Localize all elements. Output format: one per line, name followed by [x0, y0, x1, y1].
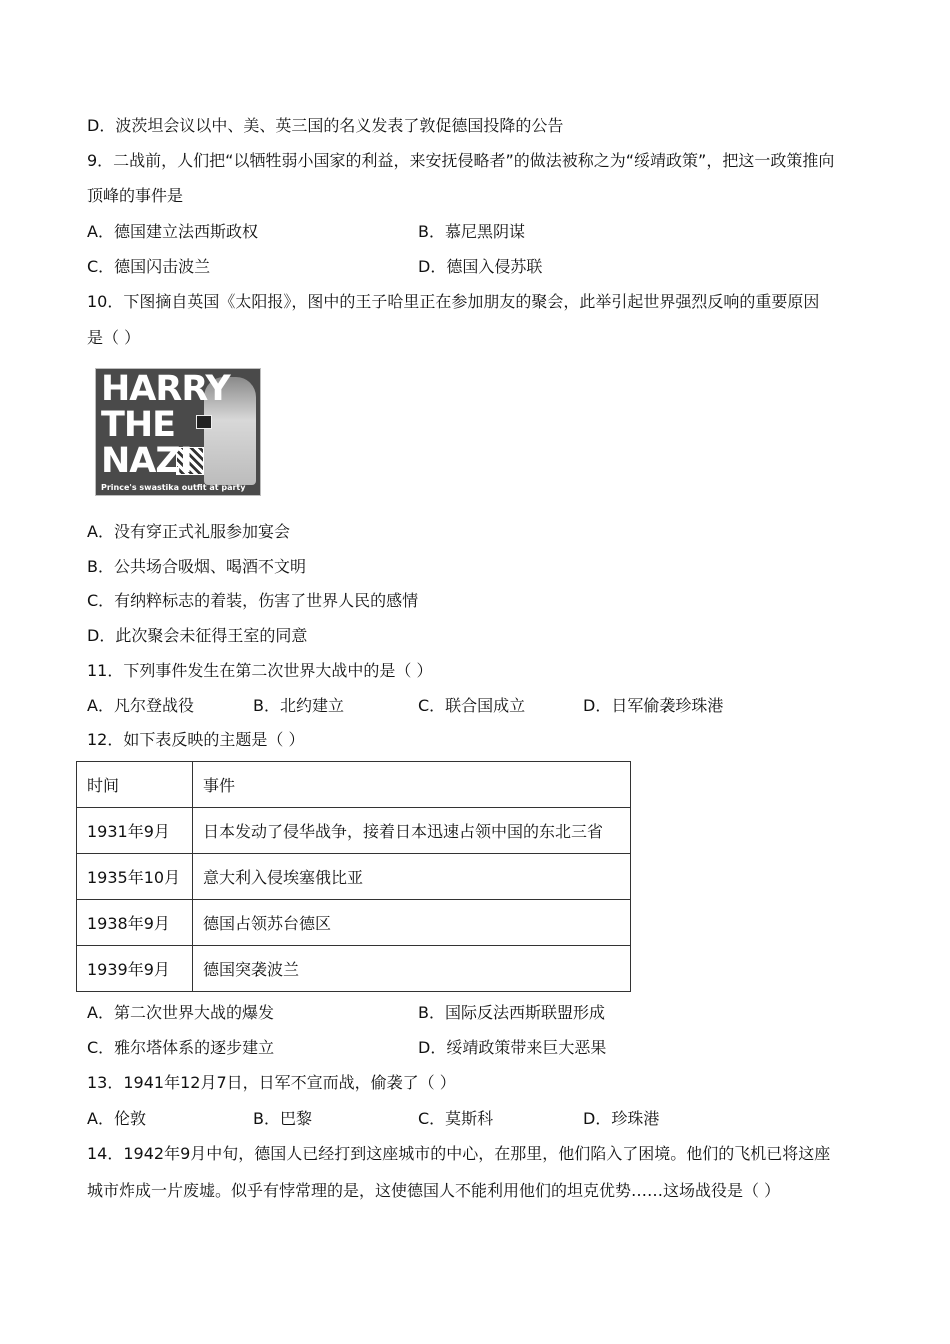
- table-cell-time: 1938年9月: [77, 900, 193, 946]
- question-11-option-c: C．联合国成立: [418, 696, 526, 715]
- question-10-option-a: A．没有穿正式礼服参加宴会: [87, 522, 290, 541]
- question-14-stem: 14．1942年9月中旬，德国人已经打到这座城市的中心，在那里，他们陷入了困境。他们的飞机已将这座: [87, 1144, 831, 1163]
- photo-headline-line-3: NAZI: [101, 441, 192, 481]
- question-9-option-c: C．德国闪击波兰: [87, 257, 211, 276]
- table-header-row: [77, 762, 631, 808]
- photo-caption: Prince's swastika outfit at party: [101, 483, 246, 492]
- question-12-option-c: C．雅尔塔体系的逐步建立: [87, 1038, 275, 1057]
- question-9-stem-cont: 顶峰的事件是: [87, 186, 184, 205]
- photo-headline: [101, 371, 230, 479]
- question-10-stem-cont: 是（ ）: [87, 328, 141, 347]
- question-11-option-b: B．北约建立: [253, 696, 344, 715]
- events-table: [76, 761, 631, 992]
- question-12-option-d: D．绥靖政策带来巨大恶果: [418, 1038, 607, 1057]
- question-13-stem: 13．1941年12月7日，日军不宣而战，偷袭了（ ）: [87, 1073, 456, 1092]
- newspaper-photo: [95, 368, 261, 496]
- table-row: [77, 900, 631, 946]
- table-cell-event: 德国突袭波兰: [193, 946, 631, 992]
- question-8-option-d: D．波茨坦会议以中、美、英三国的名义发表了敦促德国投降的公告: [87, 116, 564, 135]
- question-11-stem: 11．下列事件发生在第二次世界大战中的是（ ）: [87, 661, 433, 680]
- question-13-option-d: D．珍珠港: [583, 1109, 660, 1128]
- question-9-stem: 9．二战前，人们把“以牺牲弱小国家的利益，来安抚侵略者”的做法被称之为“绥靖政策”，把这一政策推向: [87, 151, 835, 170]
- question-10-stem: 10．下图摘自英国《太阳报》，图中的王子哈里正在参加朋友的聚会，此举引起世界强烈反响的重要原因: [87, 292, 820, 311]
- table-cell-time: 1935年10月: [77, 854, 193, 900]
- question-13-option-c: C．莫斯科: [418, 1109, 494, 1128]
- question-9-option-b: B．慕尼黑阴谋: [418, 222, 525, 241]
- question-11-option-a: A．凡尔登战役: [87, 696, 194, 715]
- photo-headline-line-1: HARRY: [101, 369, 230, 409]
- question-9-option-d: D．德国入侵苏联: [418, 257, 543, 276]
- question-10-option-c: C．有纳粹标志的着装，伤害了世界人民的感情: [87, 591, 419, 610]
- table-header-time: 时间: [77, 762, 193, 808]
- table-row: [77, 946, 631, 992]
- table-header-event: 事件: [193, 762, 631, 808]
- question-14-stem-cont: 城市炸成一片废墟。似乎有悖常理的是，这使德国人不能利用他们的坦克优势……这场战役是（ ）: [87, 1181, 781, 1200]
- table-cell-event: 德国占领苏台德区: [193, 900, 631, 946]
- question-11-option-d: D．日军偷袭珍珠港: [583, 696, 724, 715]
- question-12-option-a: A．第二次世界大战的爆发: [87, 1003, 274, 1022]
- table-cell-event: 意大利入侵埃塞俄比亚: [193, 854, 631, 900]
- table-cell-time: 1939年9月: [77, 946, 193, 992]
- table-cell-time: 1931年9月: [77, 808, 193, 854]
- table-row: [77, 854, 631, 900]
- question-10-option-d: D．此次聚会未征得王室的同意: [87, 626, 308, 645]
- table-cell-event: 日本发动了侵华战争，接着日本迅速占领中国的东北三省: [193, 808, 631, 854]
- photo-headline-line-2: THE: [101, 405, 176, 445]
- table-row: [77, 808, 631, 854]
- question-13-option-b: B．巴黎: [253, 1109, 312, 1128]
- question-13-option-a: A．伦敦: [87, 1109, 146, 1128]
- question-12-option-b: B．国际反法西斯联盟形成: [418, 1003, 605, 1022]
- question-12-stem: 12．如下表反映的主题是（ ）: [87, 730, 305, 749]
- question-10-option-b: B．公共场合吸烟、喝酒不文明: [87, 557, 306, 576]
- question-9-option-a: A．德国建立法西斯政权: [87, 222, 258, 241]
